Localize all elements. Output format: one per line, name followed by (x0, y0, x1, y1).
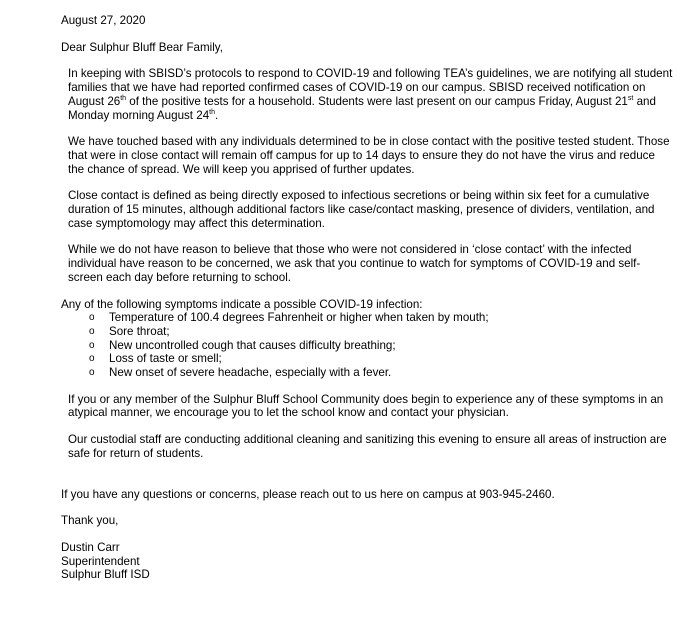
list-item (61, 352, 673, 366)
paragraph-cleaning: Our custodial staff are conducting additional cleaning and sanitizing this evening to ensure all areas of instruction are safe for return of students. (68, 433, 667, 460)
symptom-text: Temperature of 100.4 degrees Fahrenheit or higher when taken by mouth; (109, 311, 489, 325)
symptom-text: New uncontrolled cough that causes difficulty breathing; (109, 338, 396, 352)
symptom-text: Sore throat; (109, 324, 170, 338)
list-item (61, 339, 673, 353)
bullet-icon: o (89, 353, 95, 365)
paragraph-notification (61, 67, 673, 122)
list-item (61, 325, 673, 339)
letter-date: August 27, 2020 (61, 14, 146, 27)
list-item (61, 366, 673, 380)
bullet-icon: o (89, 339, 95, 351)
bullet-icon: o (89, 312, 95, 324)
symptom-text: New onset of severe headache, especially with a fever. (109, 366, 392, 380)
list-item (61, 311, 673, 325)
symptoms-list (61, 311, 673, 380)
closing-line: Thank you, (61, 514, 119, 528)
paragraph-close-contact-definition: Close contact is defined as being directly exposed to infectious secretions or being within six feet for a cumulative duration of 15 minutes, although additional factors like case/contact masking, presence of dividers, ventilation, and case symptomology may affect this determination. (68, 189, 655, 230)
bullet-icon: o (89, 367, 95, 379)
paragraph-text: In keeping with SBISD’s protocols to respond to COVID-19 and following TEA’s guidelines, we are notifying all student families that we have had reported confirmed cases of COVID-19 on our campus. SBISD received notification on August 26 (68, 67, 673, 108)
letter-greeting: Dear Sulphur Bluff Bear Family, (61, 40, 223, 54)
signature-org: Sulphur Bluff ISD (61, 568, 150, 582)
paragraph-text: and Monday morning August 24 (68, 94, 656, 122)
paragraph-text: of the positive tests for a household. Students were last present on our campus Friday, August 21 (126, 94, 628, 108)
signature-name: Dustin Carr (61, 540, 120, 554)
spacer (61, 474, 673, 488)
paragraph-atypical-symptoms: If you or any member of the Sulphur Bluff School Community does begin to experience any of these symptoms in an atypical manner, we encourage you to let the school know and contact your physician. (68, 392, 664, 420)
symptoms-intro: Any of the following symptoms indicate a possible COVID-19 infection: (61, 297, 423, 311)
contact-line: If you have any questions or concerns, please reach out to us here on campus at 903-945-2460. (61, 487, 555, 501)
ordinal-suffix: th (209, 108, 215, 116)
signature-block (61, 541, 673, 582)
paragraph-text: . (215, 108, 219, 122)
bullet-icon: o (89, 325, 95, 337)
ordinal-suffix: st (627, 94, 634, 102)
ordinal-suffix: th (120, 94, 127, 102)
signature-title: Superintendent (61, 554, 140, 568)
letter (61, 14, 673, 582)
paragraph-self-screen: While we do not have reason to believe that those who were not considered in ‘close contact’ with the infected individual have reason to be concerned, we ask that you continue to watch for symptoms of COVID-19 and self-screen each day before returning to school. (68, 243, 641, 284)
paragraph-close-contact-followup: We have touched based with any individuals determined to be in close contact with the positive tested student. Those that were in close contact will remain off campus for up to 14 days to ensure they do not have the virus and reduce the chance of spread. We will keep you apprised of further updates. (68, 135, 670, 176)
symptom-text: Loss of taste or smell; (109, 352, 222, 366)
